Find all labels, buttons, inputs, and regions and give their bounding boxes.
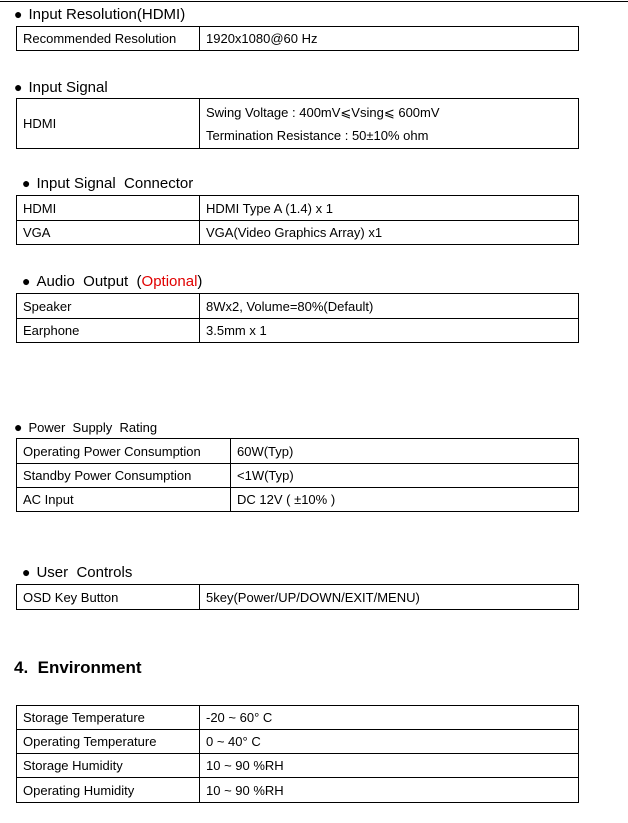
row-value: DC 12V ( ±10% ) [231, 488, 579, 512]
table-row [17, 730, 579, 754]
table-row [17, 754, 579, 778]
heading-text: Input Signal Connector [36, 175, 194, 192]
row-label: Earphone [17, 319, 200, 343]
bullet-icon: ● [14, 6, 23, 22]
row-value: HDMI Type A (1.4) x 1 [200, 196, 579, 221]
termination-resistance-line: Termination Resistance : 50±10% ohm [206, 127, 429, 143]
heading-audio-output [22, 272, 202, 291]
heading-input-signal [14, 78, 108, 97]
row-label: Operating Power Consumption [17, 439, 231, 464]
environment-section-title: 4. Environment [14, 658, 142, 677]
audio-output-table [16, 293, 579, 343]
swing-voltage-line: Swing Voltage : 400mV⩽Vsing⩽ 600mV [206, 104, 440, 120]
row-value: <1W(Typ) [231, 464, 579, 488]
heading-text-prefix: Audio Output ( [36, 273, 142, 290]
bullet-icon: ● [22, 273, 31, 289]
input-resolution-table [16, 26, 579, 51]
row-value [200, 99, 579, 149]
power-supply-table [16, 438, 579, 512]
row-label: Speaker [17, 294, 200, 319]
heading-text: Power Supply Rating [28, 420, 158, 435]
heading-input-signal-connector [22, 174, 193, 193]
row-label: AC Input [17, 488, 231, 512]
top-rule [0, 1, 628, 2]
bullet-icon: ● [22, 564, 31, 580]
user-controls-table [16, 584, 579, 610]
bullet-icon: ● [14, 419, 23, 435]
table-row [17, 488, 579, 512]
table-row [17, 196, 579, 221]
table-row [17, 294, 579, 319]
row-label: OSD Key Button [17, 585, 200, 610]
table-row [17, 464, 579, 488]
heading-text: Input Signal [28, 79, 108, 96]
row-label: HDMI [17, 196, 200, 221]
environment-table [16, 705, 579, 803]
row-label: Standby Power Consumption [17, 464, 231, 488]
heading-user-controls [22, 563, 132, 582]
bullet-icon: ● [14, 79, 23, 95]
table-row [17, 27, 579, 51]
heading-text: User Controls [36, 564, 133, 581]
row-value: 60W(Typ) [231, 439, 579, 464]
heading-power-supply [14, 418, 157, 437]
row-label: Storage Humidity [17, 754, 200, 778]
table-row [17, 706, 579, 730]
heading-text-suffix: ) [197, 273, 203, 290]
row-value: 8Wx2, Volume=80%(Default) [200, 294, 579, 319]
row-label: Operating Temperature [17, 730, 200, 754]
table-row [17, 585, 579, 610]
row-value: VGA(Video Graphics Array) x1 [200, 221, 579, 245]
row-label: VGA [17, 221, 200, 245]
optional-label: Optional [141, 273, 198, 290]
row-value: -20 ~ 60° C [200, 706, 579, 730]
heading-text: Input Resolution(HDMI) [28, 6, 186, 23]
row-value: 3.5mm x 1 [200, 319, 579, 343]
input-signal-connector-table [16, 195, 579, 245]
table-row [17, 319, 579, 343]
table-row [17, 99, 579, 149]
input-signal-table [16, 98, 579, 149]
row-value: 10 ~ 90 %RH [200, 754, 579, 778]
row-value: 0 ~ 40° C [200, 730, 579, 754]
bullet-icon: ● [22, 175, 31, 191]
row-label: HDMI [17, 99, 200, 149]
row-label: Operating Humidity [17, 778, 200, 803]
heading-input-resolution [14, 5, 185, 24]
row-value: 10 ~ 90 %RH [200, 778, 579, 803]
row-label: Recommended Resolution [17, 27, 200, 51]
row-label: Storage Temperature [17, 706, 200, 730]
table-row [17, 221, 579, 245]
table-row [17, 778, 579, 803]
row-value: 1920x1080@60 Hz [200, 27, 579, 51]
row-value: 5key(Power/UP/DOWN/EXIT/MENU) [200, 585, 579, 610]
table-row [17, 439, 579, 464]
